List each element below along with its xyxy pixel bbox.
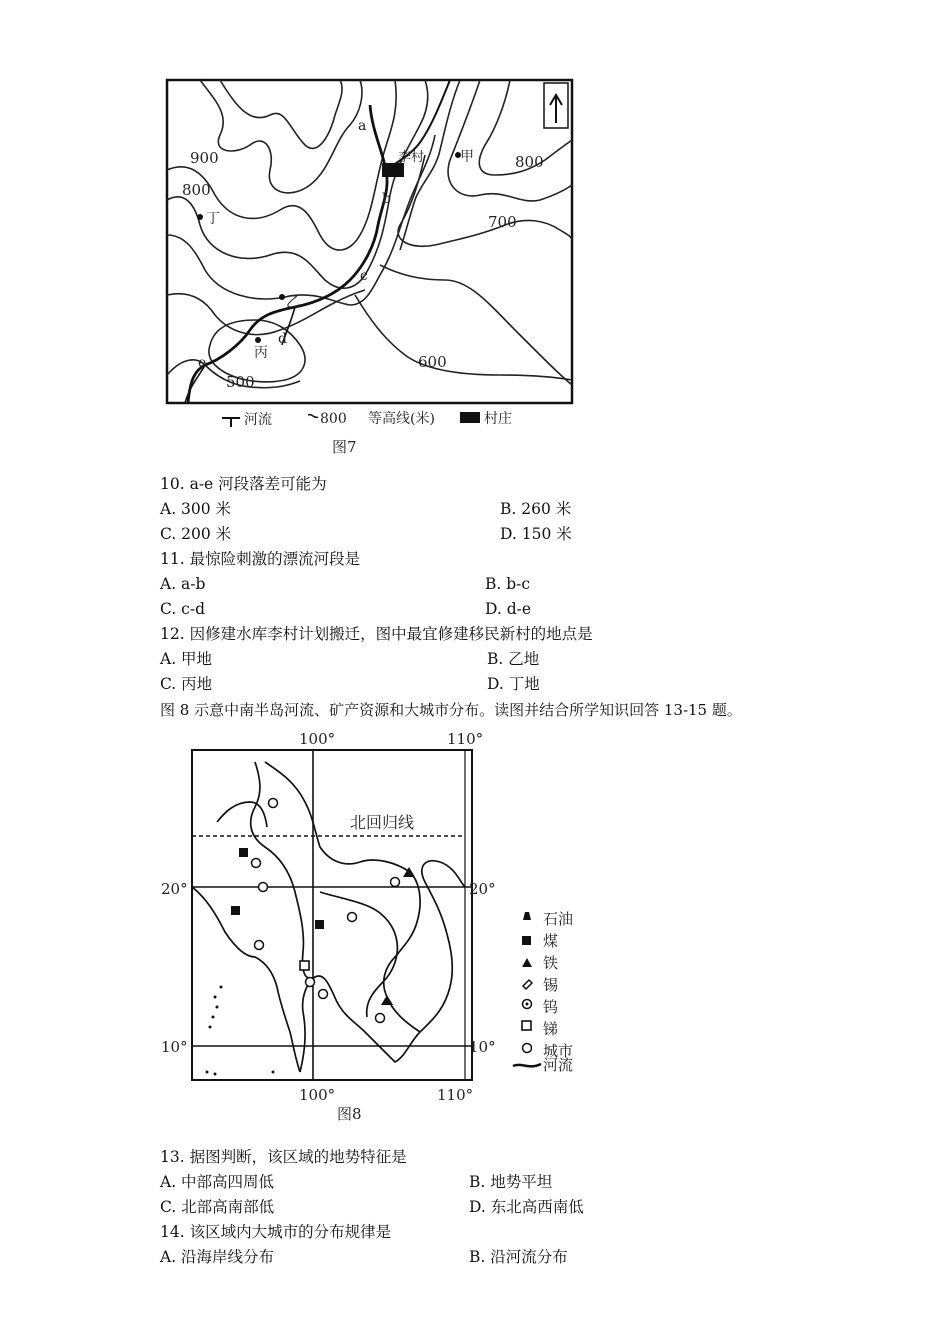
q10-option-c: C. 200 米 [160, 525, 232, 543]
jia-label: 甲 [460, 149, 474, 165]
legend-iron: 铁 [543, 954, 559, 972]
tin-legend-icon [523, 980, 532, 989]
q13-option-c: C. 北部高南部低 [160, 1198, 275, 1216]
point-c-label: c [360, 268, 368, 284]
figure8-intro: 图 8 示意中南半岛河流、矿产资源和大城市分布。读图并结合所学知识回答 13-15 题。 [160, 701, 742, 719]
figure7-legend [222, 410, 512, 428]
city-legend-icon [523, 1044, 532, 1053]
oil-legend-icon [523, 912, 531, 920]
contour-legend-icon [308, 415, 318, 418]
q14-stem: 14. 该区域内大城市的分布规律是 [160, 1223, 392, 1241]
ding-label: 丁 [206, 211, 220, 227]
city-marker [269, 799, 278, 808]
q12-option-b: B. 乙地 [487, 650, 540, 668]
contour-map [160, 75, 590, 460]
lon100-top: 100° [299, 730, 336, 748]
iron-legend-icon [522, 958, 532, 967]
contour-line [380, 265, 572, 385]
map-frame [167, 80, 572, 403]
village-marker [382, 163, 404, 177]
q12-option-a: A. 甲地 [160, 650, 213, 668]
coal-marker [315, 920, 324, 929]
coastline [300, 861, 465, 1072]
q10-option-a: A. 300 米 [160, 500, 232, 518]
q12-option-c: C. 丙地 [160, 675, 213, 693]
contour-label-900: 900 [190, 149, 219, 167]
legend-antimony: 锑 [543, 1020, 559, 1038]
figure8-legend [513, 910, 573, 1074]
city-marker [376, 1014, 385, 1023]
contour-line [167, 290, 365, 335]
legend-village: 村庄 [484, 411, 512, 427]
lon110-top: 110° [447, 730, 484, 748]
city-marker [255, 941, 264, 950]
village-legend-icon [460, 412, 480, 423]
lat10-right: 10° [469, 1038, 496, 1056]
city-marker [259, 883, 268, 892]
contour-label-500: 500 [226, 373, 255, 391]
point-d-label: d [278, 331, 287, 347]
legend-city: 城市 [543, 1042, 574, 1060]
figure7-caption: 图7 [332, 438, 357, 456]
contour-label-600: 600 [418, 353, 447, 371]
figure-8 [155, 722, 595, 1130]
contour-line [355, 295, 572, 380]
iron-marker [381, 995, 393, 1005]
point-bing [255, 337, 261, 343]
river-legend-icon [513, 1064, 541, 1066]
q11-stem: 11. 最惊险刺激的漂流河段是 [160, 550, 361, 568]
lat10-left: 10° [161, 1038, 188, 1056]
legend-coal: 煤 [543, 932, 559, 950]
q14-option-a: A. 沿海岸线分布 [160, 1248, 275, 1266]
border [217, 802, 267, 827]
antimony-legend-icon [522, 1021, 531, 1030]
contour-label-700: 700 [488, 213, 517, 231]
city-marker [306, 978, 315, 987]
indochina-map [155, 722, 595, 1130]
q10-stem: 10. a-e 河段落差可能为 [160, 475, 327, 493]
legend-contour-value: 800 [320, 411, 347, 427]
bing-label: 丙 [254, 345, 268, 361]
contour-label-800-right: 800 [515, 153, 544, 171]
point-b-label: b [382, 191, 391, 207]
river-legend-icon [222, 418, 240, 427]
lon110-bottom: 110° [437, 1086, 474, 1104]
point-a-label: a [358, 118, 367, 134]
q11-option-d: D. d-e [485, 600, 532, 618]
city-marker [348, 913, 357, 922]
legend-river: 河流 [244, 412, 272, 428]
legend-tin: 锡 [543, 976, 559, 994]
figure-7 [160, 75, 590, 460]
border [265, 762, 420, 1032]
contour-line [200, 80, 362, 193]
tropic-label: 北回归线 [350, 813, 415, 832]
city-marker [319, 990, 328, 999]
yi-label: 乙 [286, 295, 300, 311]
q13-option-d: D. 东北高西南低 [469, 1198, 584, 1216]
figure8-caption: 图8 [337, 1105, 362, 1123]
q11-option-a: A. a-b [160, 575, 206, 593]
city-marker [252, 859, 261, 868]
point-ding [197, 214, 203, 220]
village-label: 李村 [398, 150, 425, 165]
q11-option-c: C. c-d [160, 600, 206, 618]
coal-marker [239, 848, 248, 857]
legend-tungsten: 钨 [543, 998, 559, 1016]
antimony-marker [300, 961, 309, 970]
q12-stem: 12. 因修建水库李村计划搬迁，图中最宜修建移民新村的地点是 [160, 625, 593, 643]
lon100-bottom: 100° [299, 1086, 336, 1104]
coal-legend-icon [522, 936, 531, 945]
legend-oil: 石油 [543, 910, 574, 928]
legend-contour: 等高线(米) [368, 411, 435, 427]
contour-line [220, 80, 342, 148]
city-marker [391, 878, 400, 887]
contour-line [400, 80, 460, 250]
q10-option-d: D. 150 米 [500, 525, 572, 543]
north-arrow-icon [550, 95, 562, 123]
coastline [192, 887, 300, 1072]
q12-option-d: D. 丁地 [487, 675, 540, 693]
q14-option-b: B. 沿河流分布 [469, 1248, 568, 1266]
q10-option-b: B. 260 米 [500, 500, 572, 518]
lat20-left: 20° [161, 880, 188, 898]
point-e-label: e [198, 355, 207, 371]
q13-stem: 13. 据图判断，该区域的地势特征是 [160, 1148, 407, 1166]
legend-river: 河流 [543, 1056, 574, 1074]
contour-label-800-left: 800 [182, 181, 211, 199]
coal-marker [231, 906, 240, 915]
lat20-right: 20° [469, 880, 496, 898]
q13-option-a: A. 中部高四周低 [160, 1173, 275, 1191]
q11-option-b: B. b-c [485, 575, 531, 593]
q13-option-b: B. 地势平坦 [469, 1173, 553, 1191]
point-yi [279, 294, 285, 300]
